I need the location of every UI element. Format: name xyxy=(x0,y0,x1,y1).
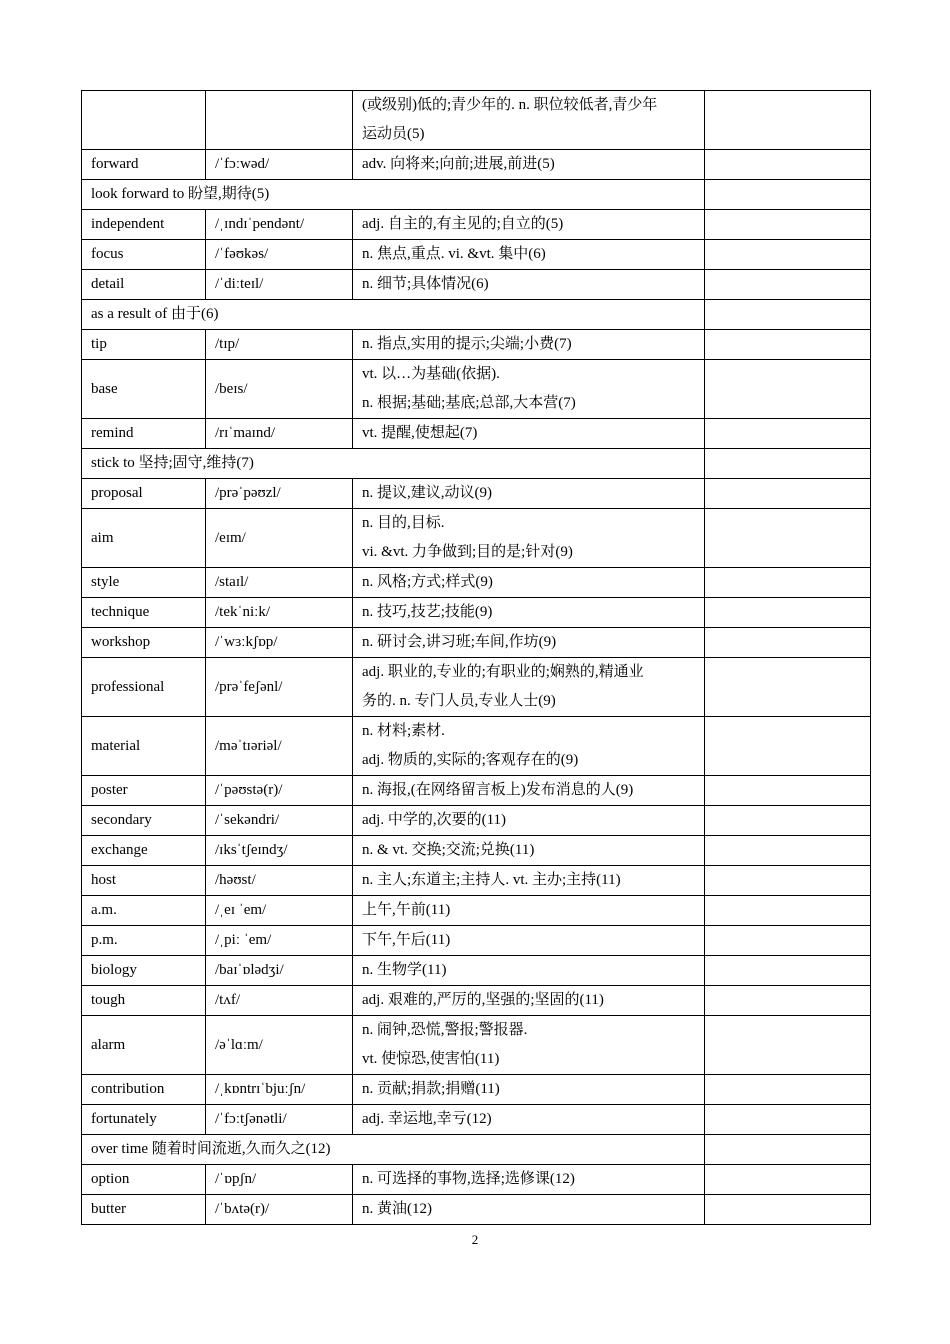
phonetic-cell: /ˈfəʊkəs/ xyxy=(206,240,353,270)
table-row xyxy=(82,806,871,836)
phonetic-cell: /ˈfɔːtʃənətli/ xyxy=(206,1105,353,1135)
notes-cell xyxy=(705,479,871,509)
table-row xyxy=(82,776,871,806)
table-row xyxy=(82,628,871,658)
phrase-row xyxy=(82,1135,871,1165)
notes-cell xyxy=(705,1105,871,1135)
meaning-line: 上午,午前(11) xyxy=(362,902,451,918)
notes-cell xyxy=(705,568,871,598)
phrase-row xyxy=(82,180,871,210)
notes-cell xyxy=(705,91,871,150)
word-cell: material xyxy=(82,717,206,776)
table-row xyxy=(82,150,871,180)
meaning-line: n. 主人;东道主;主持人. vt. 主办;主持(11) xyxy=(362,872,621,888)
meaning-cell xyxy=(353,986,705,1016)
notes-cell xyxy=(705,270,871,300)
word-cell: independent xyxy=(82,210,206,240)
notes-cell xyxy=(705,836,871,866)
table-row xyxy=(82,658,871,717)
word-cell: alarm xyxy=(82,1016,206,1075)
notes-cell xyxy=(705,1195,871,1225)
meaning-cell xyxy=(353,598,705,628)
notes-cell xyxy=(705,806,871,836)
meaning-line: 下午,午后(11) xyxy=(362,932,451,948)
table-row xyxy=(82,1075,871,1105)
phonetic-cell xyxy=(206,91,353,150)
phonetic-cell: /həʊst/ xyxy=(206,866,353,896)
meaning-line: vi. &vt. 力争做到;目的是;针对(9) xyxy=(362,544,573,560)
word-cell: detail xyxy=(82,270,206,300)
phonetic-cell: /rɪˈmaɪnd/ xyxy=(206,419,353,449)
notes-cell xyxy=(705,896,871,926)
meaning-line: n. 研讨会,讲习班;车间,作坊(9) xyxy=(362,634,557,650)
table-row xyxy=(82,330,871,360)
meaning-cell xyxy=(353,479,705,509)
meaning-cell xyxy=(353,836,705,866)
phrase-row xyxy=(82,300,871,330)
meaning-cell xyxy=(353,91,705,150)
table-row xyxy=(82,1195,871,1225)
phonetic-cell: /tekˈniːk/ xyxy=(206,598,353,628)
meaning-cell xyxy=(353,270,705,300)
word-cell: workshop xyxy=(82,628,206,658)
meaning-line: n. 可选择的事物,选择;选修课(12) xyxy=(362,1171,575,1187)
meaning-line: adj. 幸运地,幸亏(12) xyxy=(362,1111,492,1127)
notes-cell xyxy=(705,240,871,270)
word-cell xyxy=(82,91,206,150)
phrase-row xyxy=(82,449,871,479)
word-cell: tough xyxy=(82,986,206,1016)
meaning-line: n. 指点,实用的提示;尖端;小费(7) xyxy=(362,336,572,352)
word-cell: contribution xyxy=(82,1075,206,1105)
word-cell: butter xyxy=(82,1195,206,1225)
table-row xyxy=(82,1105,871,1135)
phonetic-cell: /ˈsekəndri/ xyxy=(206,806,353,836)
notes-cell xyxy=(705,360,871,419)
phonetic-cell: /ˈdiːteɪl/ xyxy=(206,270,353,300)
phonetic-cell: /prəˈfeʃənl/ xyxy=(206,658,353,717)
notes-cell xyxy=(705,1075,871,1105)
table-row xyxy=(82,896,871,926)
notes-cell xyxy=(705,986,871,1016)
word-cell: forward xyxy=(82,150,206,180)
word-cell: style xyxy=(82,568,206,598)
meaning-cell xyxy=(353,956,705,986)
word-cell: biology xyxy=(82,956,206,986)
meaning-line: 务的. n. 专门人员,专业人士(9) xyxy=(362,693,556,709)
table-row xyxy=(82,479,871,509)
phrase-cell: stick to 坚持;固守,维持(7) xyxy=(82,449,705,479)
meaning-cell xyxy=(353,717,705,776)
meaning-line: n. 生物学(11) xyxy=(362,962,447,978)
meaning-line: n. 材料;素材. xyxy=(362,723,445,739)
table-row xyxy=(82,836,871,866)
meaning-line: vt. 以…为基础(依据). xyxy=(362,366,500,382)
notes-cell xyxy=(705,449,871,479)
notes-cell xyxy=(705,1135,871,1165)
word-cell: option xyxy=(82,1165,206,1195)
phrase-cell: as a result of 由于(6) xyxy=(82,300,705,330)
word-cell: professional xyxy=(82,658,206,717)
table-row xyxy=(82,598,871,628)
notes-cell xyxy=(705,598,871,628)
meaning-line: n. 提议,建议,动议(9) xyxy=(362,485,492,501)
notes-cell xyxy=(705,658,871,717)
meaning-cell xyxy=(353,210,705,240)
phonetic-cell: /ˌkɒntrɪˈbjuːʃn/ xyxy=(206,1075,353,1105)
notes-cell xyxy=(705,1016,871,1075)
meaning-cell xyxy=(353,776,705,806)
table-row xyxy=(82,717,871,776)
meaning-line: n. 闹钟,恐慌,警报;警报器. xyxy=(362,1022,528,1038)
meaning-cell xyxy=(353,1075,705,1105)
meaning-cell xyxy=(353,628,705,658)
meaning-line: adj. 艰难的,严厉的,坚强的;坚固的(11) xyxy=(362,992,604,1008)
vocabulary-table xyxy=(81,90,871,1225)
page-number: 2 xyxy=(471,1232,479,1247)
phonetic-cell: /prəˈpəʊzl/ xyxy=(206,479,353,509)
table-row xyxy=(82,270,871,300)
table-row xyxy=(82,926,871,956)
phonetic-cell: /əˈlɑːm/ xyxy=(206,1016,353,1075)
meaning-cell xyxy=(353,896,705,926)
word-cell: base xyxy=(82,360,206,419)
phonetic-cell: /ˌpiː ˈem/ xyxy=(206,926,353,956)
phonetic-cell: /ˌɪndɪˈpendənt/ xyxy=(206,210,353,240)
meaning-cell xyxy=(353,150,705,180)
meaning-cell xyxy=(353,568,705,598)
notes-cell xyxy=(705,150,871,180)
meaning-line: n. 风格;方式;样式(9) xyxy=(362,574,493,590)
meaning-cell xyxy=(353,240,705,270)
phrase-cell: over time 随着时间流逝,久而久之(12) xyxy=(82,1135,705,1165)
meaning-cell xyxy=(353,806,705,836)
notes-cell xyxy=(705,866,871,896)
meaning-line: n. 根据;基础;基底;总部,大本营(7) xyxy=(362,395,576,411)
phonetic-cell: /baɪˈɒlədʒi/ xyxy=(206,956,353,986)
word-cell: proposal xyxy=(82,479,206,509)
word-cell: a.m. xyxy=(82,896,206,926)
phonetic-cell: /ˌeɪ ˈem/ xyxy=(206,896,353,926)
meaning-line: adj. 自主的,有主见的;自立的(5) xyxy=(362,216,564,232)
table-row xyxy=(82,419,871,449)
phonetic-cell: /ˈwɜːkʃɒp/ xyxy=(206,628,353,658)
meaning-cell xyxy=(353,1195,705,1225)
meaning-cell xyxy=(353,1105,705,1135)
meaning-line: vt. 使惊恐,使害怕(11) xyxy=(362,1051,500,1067)
meaning-line: vt. 提醒,使想起(7) xyxy=(362,425,478,441)
word-cell: remind xyxy=(82,419,206,449)
phonetic-cell: /beɪs/ xyxy=(206,360,353,419)
meaning-line: n. 细节;具体情况(6) xyxy=(362,276,489,292)
phonetic-cell: /ˈbʌtə(r)/ xyxy=(206,1195,353,1225)
phonetic-cell: /ɪksˈtʃeɪndʒ/ xyxy=(206,836,353,866)
meaning-cell xyxy=(353,658,705,717)
word-cell: p.m. xyxy=(82,926,206,956)
table-row xyxy=(82,240,871,270)
word-cell: technique xyxy=(82,598,206,628)
table-row xyxy=(82,91,871,150)
meaning-line: n. 海报,(在网络留言板上)发布消息的人(9) xyxy=(362,782,634,798)
phonetic-cell: /tɪp/ xyxy=(206,330,353,360)
vocabulary-table-body xyxy=(82,91,871,1225)
meaning-line: adj. 中学的,次要的(11) xyxy=(362,812,507,828)
table-row xyxy=(82,568,871,598)
meaning-cell xyxy=(353,926,705,956)
table-row xyxy=(82,986,871,1016)
meaning-line: n. 黄油(12) xyxy=(362,1201,432,1217)
notes-cell xyxy=(705,717,871,776)
notes-cell xyxy=(705,330,871,360)
table-row xyxy=(82,360,871,419)
notes-cell xyxy=(705,210,871,240)
meaning-cell xyxy=(353,419,705,449)
notes-cell xyxy=(705,926,871,956)
phrase-cell: look forward to 盼望,期待(5) xyxy=(82,180,705,210)
meaning-cell xyxy=(353,509,705,568)
meaning-line: n. 贡献;捐款;捐赠(11) xyxy=(362,1081,500,1097)
meaning-line: n. 焦点,重点. vi. &vt. 集中(6) xyxy=(362,246,546,262)
table-row xyxy=(82,210,871,240)
meaning-line: adj. 职业的,专业的;有职业的;娴熟的,精通业 xyxy=(362,664,644,680)
phonetic-cell: /ˈfɔːwəd/ xyxy=(206,150,353,180)
word-cell: fortunately xyxy=(82,1105,206,1135)
notes-cell xyxy=(705,1165,871,1195)
word-cell: host xyxy=(82,866,206,896)
notes-cell xyxy=(705,180,871,210)
word-cell: secondary xyxy=(82,806,206,836)
meaning-cell xyxy=(353,1165,705,1195)
table-row xyxy=(82,1165,871,1195)
word-cell: tip xyxy=(82,330,206,360)
meaning-line: adv. 向将来;向前;进展,前进(5) xyxy=(362,156,555,172)
meaning-line: n. 目的,目标. xyxy=(362,515,445,531)
notes-cell xyxy=(705,419,871,449)
word-cell: poster xyxy=(82,776,206,806)
phonetic-cell: /ˈpəʊstə(r)/ xyxy=(206,776,353,806)
word-cell: focus xyxy=(82,240,206,270)
notes-cell xyxy=(705,628,871,658)
meaning-line: n. & vt. 交换;交流;兑换(11) xyxy=(362,842,535,858)
meaning-line: adj. 物质的,实际的;客观存在的(9) xyxy=(362,752,579,768)
meaning-line: n. 技巧,技艺;技能(9) xyxy=(362,604,493,620)
table-row xyxy=(82,956,871,986)
meaning-line: (或级别)低的;青少年的. n. 职位较低者,青少年 xyxy=(362,97,658,113)
notes-cell xyxy=(705,509,871,568)
notes-cell xyxy=(705,300,871,330)
phonetic-cell: /staɪl/ xyxy=(206,568,353,598)
table-row xyxy=(82,509,871,568)
phonetic-cell: /ˈɒpʃn/ xyxy=(206,1165,353,1195)
meaning-cell xyxy=(353,330,705,360)
table-row xyxy=(82,1016,871,1075)
meaning-line: 运动员(5) xyxy=(362,126,425,142)
phonetic-cell: /eɪm/ xyxy=(206,509,353,568)
phonetic-cell: /tʌf/ xyxy=(206,986,353,1016)
meaning-cell xyxy=(353,360,705,419)
notes-cell xyxy=(705,956,871,986)
table-row xyxy=(82,866,871,896)
meaning-cell xyxy=(353,866,705,896)
phonetic-cell: /məˈtɪəriəl/ xyxy=(206,717,353,776)
word-cell: exchange xyxy=(82,836,206,866)
word-cell: aim xyxy=(82,509,206,568)
notes-cell xyxy=(705,776,871,806)
meaning-cell xyxy=(353,1016,705,1075)
